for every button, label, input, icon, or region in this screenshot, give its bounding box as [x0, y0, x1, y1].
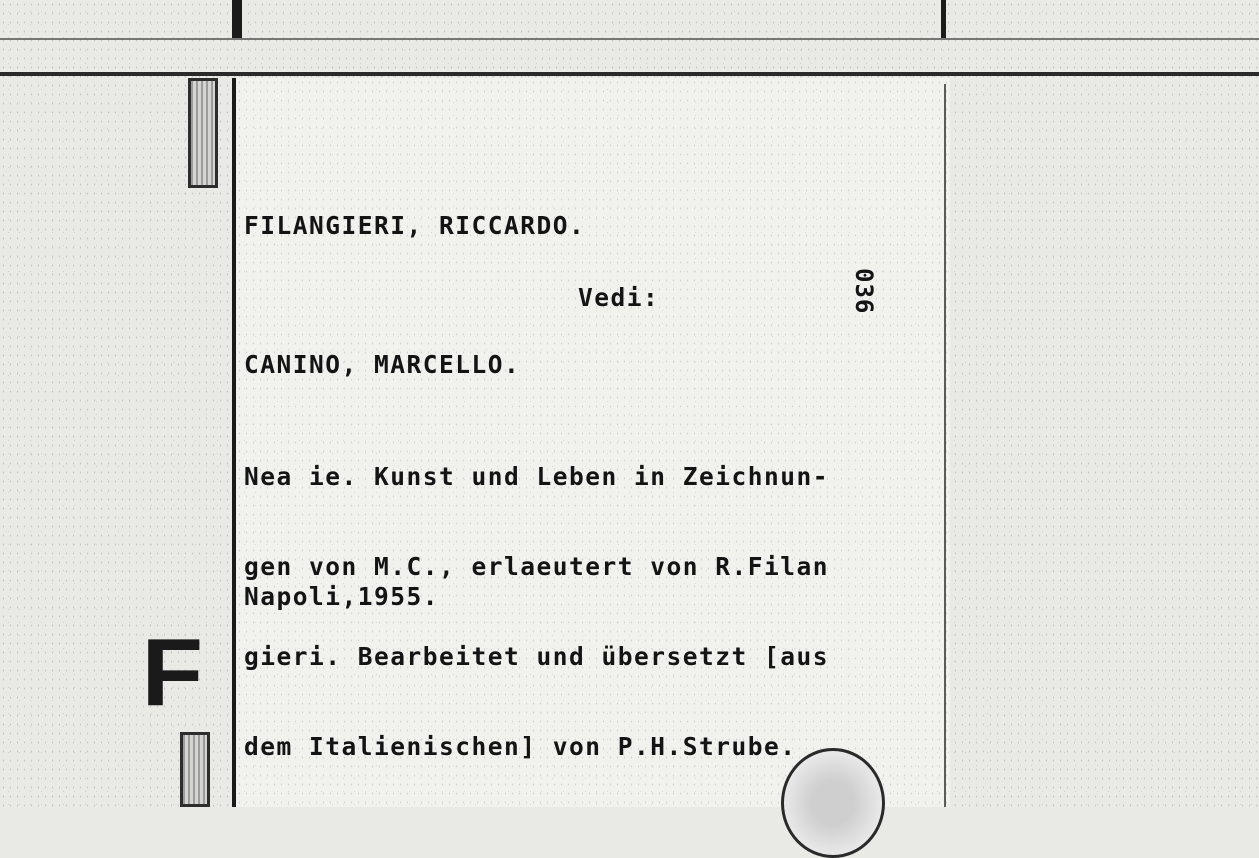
drawer-letter: F [141, 619, 204, 726]
imprint: Napoli,1955. [244, 582, 440, 611]
index-tab-upper [188, 78, 218, 188]
author-entry: CANINO, MARCELLO. [244, 350, 521, 379]
description-line: gieri. Bearbeitet und übersetzt [aus [244, 642, 830, 671]
index-tab-lower [180, 732, 210, 807]
upper-card-edge [232, 0, 242, 38]
description-line: dem Italienischen] von P.H.Strube. [244, 732, 797, 761]
punch-hole [781, 748, 885, 858]
description-line: Nea ie. Kunst und Leben in Zeichnun- [244, 462, 830, 491]
card-heading: FILANGIERI, RICCARDO. [244, 211, 586, 240]
card-right-edge [944, 84, 946, 807]
call-number: 036 [850, 268, 878, 315]
see-reference-label: Vedi: [578, 283, 660, 312]
catalog-card [232, 78, 950, 807]
description-line: gen von M.C., erlaeutert von R.Filan [244, 552, 830, 581]
top-rule [0, 38, 1259, 40]
upper-card-right-edge [941, 0, 946, 38]
description [244, 402, 829, 822]
top-rule-thick [0, 72, 1259, 76]
